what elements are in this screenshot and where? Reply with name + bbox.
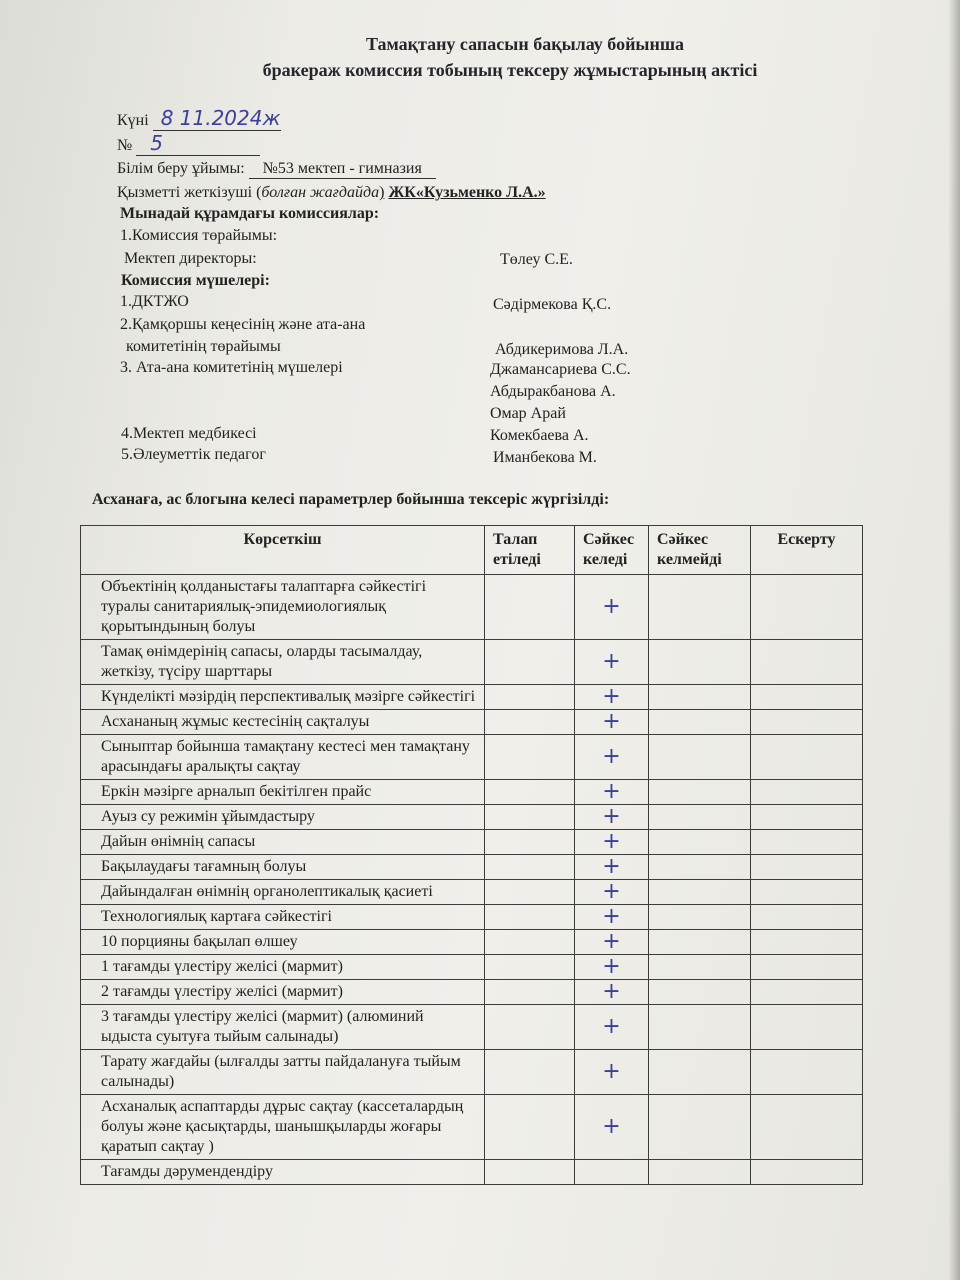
not-complies-cell (649, 805, 751, 830)
not-complies-cell (649, 955, 751, 980)
indicator-cell: Дайын өнімнің сапасы (81, 830, 485, 855)
not-complies-cell (649, 880, 751, 905)
required-cell (485, 880, 575, 905)
not-complies-cell (649, 905, 751, 930)
required-cell (485, 955, 575, 980)
note-cell (751, 880, 863, 905)
indicator-cell: Асхананың жұмыс кестесінің сақталуы (81, 710, 485, 735)
header-required: Талап етіледі (485, 526, 575, 575)
required-cell (485, 805, 575, 830)
table-row (81, 980, 863, 1005)
indicator-cell: Дайындалған өнімнің органолептикалық қасиеті (81, 880, 485, 905)
chair-role: Мектеп директоры: (124, 250, 257, 267)
indicator-cell: Тарату жағдайы (ылғалды затты пайдалануға тыйым салынады) (81, 1050, 485, 1095)
required-cell (485, 980, 575, 1005)
indicator-cell: Технологиялық картаға сәйкестігі (81, 905, 485, 930)
table-row (81, 780, 863, 805)
required-cell (485, 1005, 575, 1050)
indicator-cell: 1 тағамды үлестіру желісі (мармит) (81, 955, 485, 980)
note-cell (751, 805, 863, 830)
indicator-cell: Еркін мәзірге арналып бекітілген прайс (81, 780, 485, 805)
header-note: Ескерту (751, 526, 863, 575)
required-cell (485, 905, 575, 930)
note-cell (751, 1005, 863, 1050)
not-complies-cell (649, 685, 751, 710)
note-cell (751, 980, 863, 1005)
number-label: № (117, 137, 133, 154)
note-cell (751, 955, 863, 980)
table-row (81, 805, 863, 830)
required-cell (485, 685, 575, 710)
complies-cell: + (575, 805, 649, 830)
supplier-label-close: ) (379, 184, 385, 201)
organization-label: Білім беру ұйымы: (117, 160, 245, 177)
not-complies-cell (649, 930, 751, 955)
indicator-cell: 3 тағамды үлестіру желісі (мармит) (алюминий ыдыста суытуға тыйым салынады) (81, 1005, 485, 1050)
complies-cell: + (575, 980, 649, 1005)
table-row (81, 710, 863, 735)
complies-cell: + (575, 710, 649, 735)
table-row (81, 685, 863, 710)
not-complies-cell (649, 855, 751, 880)
required-cell (485, 640, 575, 685)
not-complies-cell (649, 1095, 751, 1160)
not-complies-cell (649, 1005, 751, 1050)
indicator-cell: Ауыз су режимін ұйымдастыру (81, 805, 485, 830)
note-cell (751, 640, 863, 685)
complies-cell: + (575, 780, 649, 805)
document-title-line1: Тамақтану сапасын бақылау бойынша (365, 34, 685, 54)
note-cell (751, 855, 863, 880)
indicator-cell: Сыныптар бойынша тамақтану кестесі мен тамақтану арасындағы аралықты сақтау (81, 735, 485, 780)
member3-name-3: Омар Арай (490, 405, 566, 422)
required-cell (485, 735, 575, 780)
supplier-label: Қызметті жеткізуші ( (117, 184, 262, 201)
header-complies: Сәйкес келеді (575, 526, 649, 575)
complies-cell: + (575, 1095, 649, 1160)
table-row (81, 905, 863, 930)
member5-role: 5.Әлеуметтік педагог (121, 446, 266, 463)
note-cell (751, 1050, 863, 1095)
complies-cell: + (575, 880, 649, 905)
document-title-line2: бракераж комиссия тобының тексеру жұмыстарының актісі (262, 60, 758, 80)
note-cell (751, 1095, 863, 1160)
indicator-cell: 10 порцияны бақылап өлшеу (81, 930, 485, 955)
complies-cell: + (575, 955, 649, 980)
header-not-complies: Сәйкес келмейді (649, 526, 751, 575)
table-row (81, 1050, 863, 1095)
complies-cell: + (575, 685, 649, 710)
member4-role: 4.Мектеп медбикесі (121, 425, 257, 442)
indicator-cell: Күнделікті мәзірдің перспективалық мәзірге сәйкестігі (81, 685, 485, 710)
table-header-row (81, 526, 863, 575)
complies-cell: + (575, 930, 649, 955)
chair-heading: 1.Комиссия төрайымы: (120, 227, 278, 244)
required-cell (485, 575, 575, 640)
not-complies-cell (649, 640, 751, 685)
note-cell (751, 1160, 863, 1185)
member2-role-line2: комитетінің төрайымы (126, 338, 281, 355)
member2-role-line1: 2.Қамқоршы кеңесінің және ата-ана (120, 316, 366, 333)
number-row (117, 131, 260, 156)
date-label: Күні (117, 112, 149, 129)
indicator-cell: Асханалық аспаптарды дұрыс сақтау (кассеталардың болуы және қасықтарды, шанышқыларды жоғары қаратып сақтау ) (81, 1095, 485, 1160)
table-row (81, 575, 863, 640)
required-cell (485, 710, 575, 735)
note-cell (751, 905, 863, 930)
member1-name: Сәдірмекова Қ.С. (493, 296, 612, 313)
required-cell (485, 830, 575, 855)
member4-name: Комекбаева А. (490, 427, 589, 444)
organization-value: №53 мектеп - гимназия (249, 160, 436, 179)
inspection-table (80, 525, 863, 1185)
date-value: 8 11.2024ж (153, 106, 281, 131)
note-cell (751, 575, 863, 640)
supplier-value: ЖК«Кузьменко Л.А.» (388, 184, 546, 201)
required-cell (485, 855, 575, 880)
table-row (81, 735, 863, 780)
not-complies-cell (649, 1160, 751, 1185)
date-row (117, 106, 281, 131)
complies-cell: + (575, 735, 649, 780)
complies-cell: + (575, 905, 649, 930)
required-cell (485, 1095, 575, 1160)
not-complies-cell (649, 780, 751, 805)
table-row (81, 830, 863, 855)
note-cell (751, 685, 863, 710)
indicator-cell: Тамақ өнімдерінің сапасы, оларды тасымалдау, жеткізу, түсіру шарттары (81, 640, 485, 685)
inspection-heading: Асханаға, ас блогына келесі параметрлер бойынша тексеріс жүргізілді: (92, 491, 610, 508)
complies-cell: + (575, 1050, 649, 1095)
number-value: 5 (136, 131, 260, 156)
table-row (81, 1160, 863, 1185)
complies-cell (575, 1160, 649, 1185)
complies-cell: + (575, 830, 649, 855)
note-cell (751, 780, 863, 805)
member3-name-1: Джамансариева С.С. (490, 361, 631, 378)
table-row (81, 930, 863, 955)
table-row (81, 1095, 863, 1160)
member1-role: 1.ДКТЖО (120, 293, 189, 310)
required-cell (485, 1160, 575, 1185)
not-complies-cell (649, 575, 751, 640)
member3-role: 3. Ата-ана комитетінің мүшелері (120, 359, 343, 376)
indicator-cell: Тағамды дәрумендендіру (81, 1160, 485, 1185)
indicator-cell: 2 тағамды үлестіру желісі (мармит) (81, 980, 485, 1005)
complies-cell: + (575, 640, 649, 685)
complies-cell: + (575, 855, 649, 880)
not-complies-cell (649, 1050, 751, 1095)
required-cell (485, 930, 575, 955)
table-row (81, 880, 863, 905)
member3-name-2: Абдыракбанова А. (490, 383, 616, 400)
required-cell (485, 780, 575, 805)
note-cell (751, 930, 863, 955)
note-cell (751, 830, 863, 855)
organization-row (117, 160, 436, 179)
chair-name: Төлеу С.Е. (500, 251, 573, 268)
complies-cell: + (575, 575, 649, 640)
complies-cell: + (575, 1005, 649, 1050)
table-row (81, 855, 863, 880)
indicator-cell: Объектінің қолданыстағы талаптарға сәйкестігі туралы санитариялық-эпидемиологиялық қорытындының болуы (81, 575, 485, 640)
table-body (81, 575, 863, 1185)
table-row (81, 1005, 863, 1050)
table-row (81, 640, 863, 685)
not-complies-cell (649, 980, 751, 1005)
not-complies-cell (649, 735, 751, 780)
members-heading: Комиссия мүшелері: (121, 272, 270, 289)
supplier-row (117, 184, 546, 202)
note-cell (751, 735, 863, 780)
table-row (81, 955, 863, 980)
header-indicator: Көрсеткіш (81, 526, 485, 575)
indicator-cell: Бақылаудағы тағамның болуы (81, 855, 485, 880)
composition-heading: Мынадай құрамдағы комиссиялар: (120, 205, 380, 222)
not-complies-cell (649, 710, 751, 735)
not-complies-cell (649, 830, 751, 855)
page-edge-shadow (948, 0, 960, 1280)
member5-name: Иманбекова М. (493, 449, 597, 466)
note-cell (751, 710, 863, 735)
member2-name: Абдикеримова Л.А. (495, 341, 629, 358)
required-cell (485, 1050, 575, 1095)
supplier-label-note: болған жағдайда (261, 184, 380, 201)
